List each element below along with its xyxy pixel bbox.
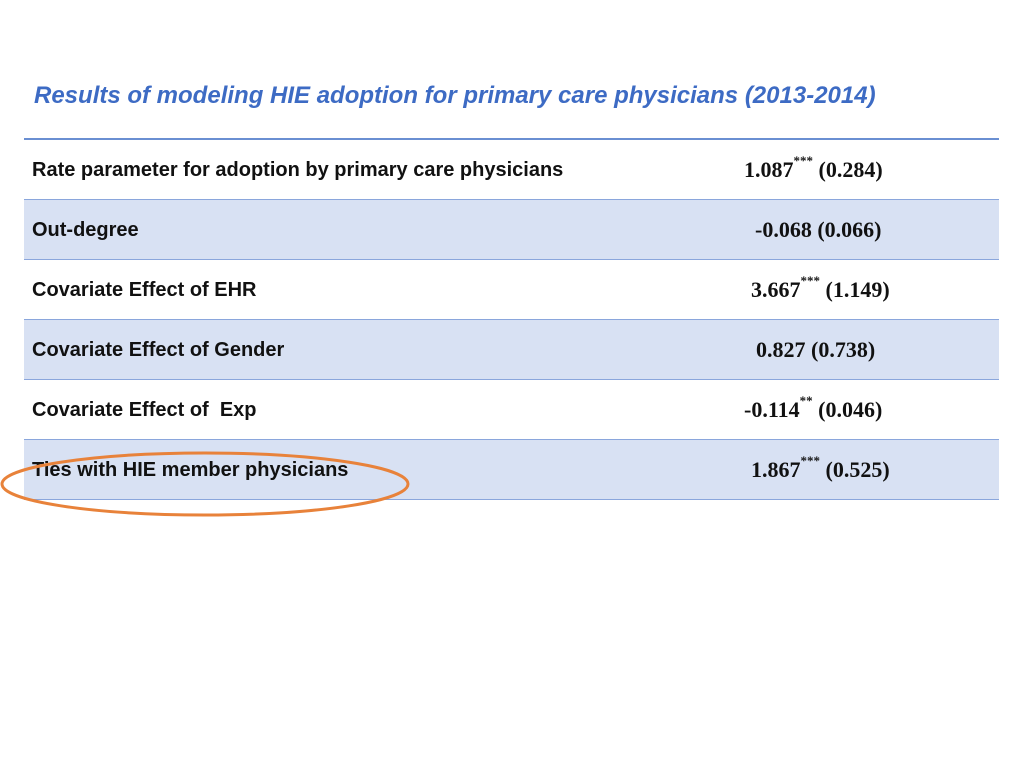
table-row bbox=[24, 380, 999, 440]
estimate: 3.667 bbox=[751, 277, 801, 302]
significance-stars: ** bbox=[799, 392, 813, 408]
estimate: -0.114 bbox=[744, 397, 800, 422]
table-row bbox=[24, 440, 999, 500]
row-label: Covariate Effect of Exp bbox=[32, 399, 257, 421]
standard-error: (0.284) bbox=[818, 157, 883, 182]
standard-error: (0.046) bbox=[818, 397, 883, 422]
table-row bbox=[24, 140, 999, 200]
estimate: 1.087 bbox=[744, 157, 794, 182]
row-label: Covariate Effect of EHR bbox=[32, 279, 257, 301]
row-label: Ties with HIE member physicians bbox=[32, 459, 349, 481]
row-label: Rate parameter for adoption by primary care physicians bbox=[32, 159, 564, 181]
estimate: -0.068 bbox=[755, 217, 812, 242]
significance-stars: *** bbox=[793, 152, 813, 168]
row-value bbox=[744, 140, 883, 200]
row-value bbox=[756, 320, 875, 380]
standard-error: (0.066) bbox=[817, 217, 882, 242]
row-value bbox=[755, 200, 881, 260]
row-value bbox=[744, 380, 882, 440]
standard-error: (0.738) bbox=[811, 337, 876, 362]
standard-error: (1.149) bbox=[825, 277, 890, 302]
table-row bbox=[24, 260, 999, 320]
significance-stars: *** bbox=[800, 452, 820, 468]
results-table bbox=[24, 138, 999, 500]
standard-error: (0.525) bbox=[825, 457, 890, 482]
estimate: 0.827 bbox=[756, 337, 806, 362]
significance-stars: *** bbox=[800, 272, 820, 288]
table-row bbox=[24, 320, 999, 380]
row-label: Covariate Effect of Gender bbox=[32, 339, 285, 361]
row-value bbox=[751, 260, 890, 320]
row-label: Out-degree bbox=[32, 219, 139, 241]
table-row bbox=[24, 200, 999, 260]
slide-title: Results of modeling HIE adoption for primary care physicians (2013-2014) bbox=[34, 82, 876, 109]
row-value bbox=[751, 440, 890, 500]
estimate: 1.867 bbox=[751, 457, 801, 482]
